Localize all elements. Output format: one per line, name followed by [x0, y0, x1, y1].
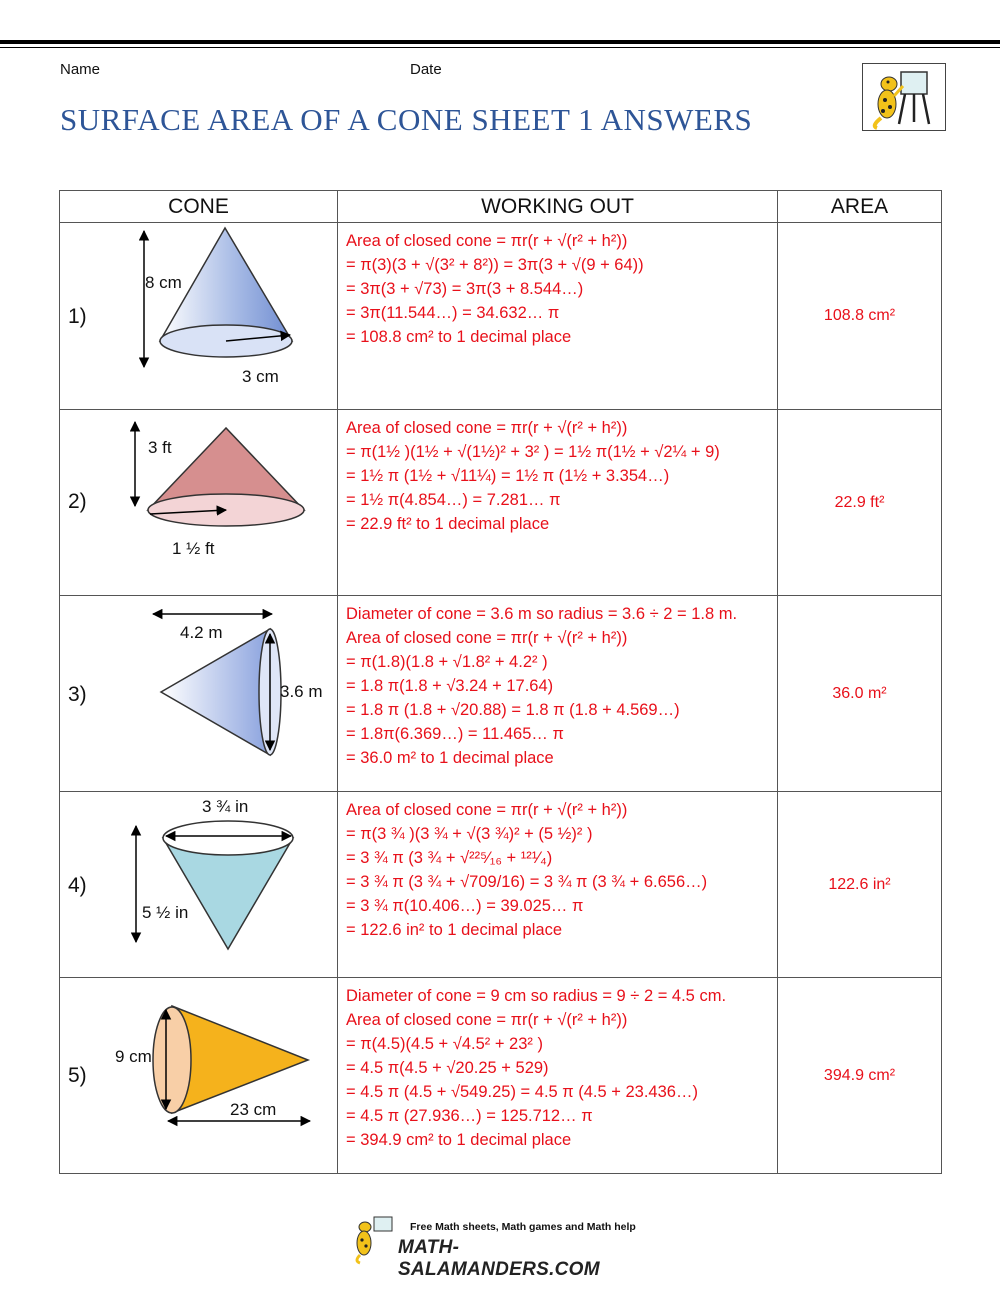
cone-cell — [60, 223, 338, 410]
top-rule-thin — [0, 47, 1000, 48]
working-cell — [338, 410, 778, 596]
col-header-working: WORKING OUT — [338, 191, 778, 223]
name-label: Name — [60, 61, 101, 78]
working-line: Area of closed cone = πr(r + √(r² + h²)) — [346, 232, 628, 250]
working-line: = 4.5 π (27.936…) = 125.712… π — [346, 1107, 593, 1125]
question-number: 1) — [68, 305, 87, 328]
slant-label: 4.2 m — [180, 623, 223, 642]
page-title: SURFACE AREA OF A CONE SHEET 1 ANSWERS — [60, 102, 753, 137]
area-answer: 394.9 cm² — [778, 978, 942, 1174]
working-line: = π(1.8)(1.8 + √1.8² + 4.2² ) — [346, 653, 548, 671]
working-line: Area of closed cone = πr(r + √(r² + h²)) — [346, 1011, 628, 1029]
date-label: Date — [410, 61, 442, 78]
question-number: 5) — [68, 1064, 87, 1087]
cone-cell — [60, 410, 338, 596]
working-line: = 1½ π (1½ + √11¼) = 1½ π (1½ + 3.354…) — [346, 467, 670, 485]
area-answer: 122.6 in² — [778, 792, 942, 978]
radius-label: 3 cm — [242, 367, 279, 386]
diameter-label: 9 cm — [115, 1047, 152, 1066]
working-line: = 3 ¾ π (3 ¾ + √²²⁵⁄₁₆ + ¹²¹⁄₄) — [346, 849, 553, 867]
cone-diagram — [60, 410, 338, 596]
footer-logo — [348, 1215, 648, 1280]
working-line: = π(3 ¾ )(3 ¾ + √(3 ¾)² + (5 ½)² ) — [346, 825, 593, 843]
radius-label: 1 ½ ft — [172, 539, 215, 558]
working-cell — [338, 792, 778, 978]
working-line: = 4.5 π(4.5 + √20.25 + 529) — [346, 1059, 549, 1077]
working-line: = 394.9 cm² to 1 decimal place — [346, 1131, 572, 1149]
working-line: = π(3)(3 + √(3² + 8²)) = 3π(3 + √(9 + 64)) — [346, 256, 644, 274]
working-line: Area of closed cone = πr(r + √(r² + h²)) — [346, 629, 628, 647]
table-row — [60, 410, 942, 596]
working-line: = 1.8 π (1.8 + √20.88) = 1.8 π (1.8 + 4.569…) — [346, 701, 680, 719]
slant-label: 23 cm — [230, 1100, 277, 1119]
working-cell — [338, 596, 778, 792]
table-row — [60, 978, 942, 1174]
area-answer: 108.8 cm² — [778, 223, 942, 410]
cone-diagram — [60, 223, 338, 410]
working-line: = 1½ π(4.854…) = 7.281… π — [346, 491, 561, 509]
working-line: = 108.8 cm² to 1 decimal place — [346, 328, 572, 346]
working-line: = π(4.5)(4.5 + √4.5² + 23² ) — [346, 1035, 543, 1053]
table-row — [60, 596, 942, 792]
working-line: = 3π(11.544…) = 34.632… π — [346, 304, 560, 322]
cone-diagram — [60, 978, 338, 1174]
working-line: = 122.6 in² to 1 decimal place — [346, 921, 563, 939]
area-answer: 36.0 m² — [778, 596, 942, 792]
diameter-label: 3.6 m — [280, 682, 323, 701]
working-line: Area of closed cone = πr(r + √(r² + h²)) — [346, 801, 628, 819]
diameter-label: 3 ¾ in — [202, 797, 249, 816]
area-answer: 22.9 ft² — [778, 410, 942, 596]
height-label: 5 ½ in — [142, 903, 189, 922]
salamander-icon — [863, 64, 947, 132]
question-number: 3) — [68, 683, 87, 706]
question-number: 2) — [68, 490, 87, 513]
header-row — [60, 191, 942, 223]
working-line: = 22.9 ft² to 1 decimal place — [346, 515, 550, 533]
working-line: = π(1½ )(1½ + √(1½)² + 3² ) = 1½ π(1½ + √2¼ + 9) — [346, 443, 720, 461]
cone-diagram — [60, 792, 338, 978]
working-line: = 1.8π(6.369…) = 11.465… π — [346, 725, 564, 743]
salamander-icon — [352, 1215, 398, 1265]
cone-cell — [60, 596, 338, 792]
answers-table — [59, 190, 942, 1174]
top-rule — [0, 40, 1000, 44]
working-line: Area of closed cone = πr(r + √(r² + h²)) — [346, 419, 628, 437]
height-label: 8 cm — [145, 273, 182, 292]
working-line: = 3 ¾ π (3 ¾ + √709/16) = 3 ¾ π (3 ¾ + 6.656…) — [346, 873, 708, 891]
working-line: = 3 ¾ π(10.406…) = 39.025… π — [346, 897, 584, 915]
working-line: = 4.5 π (4.5 + √549.25) = 4.5 π (4.5 + 23.436…) — [346, 1083, 698, 1101]
cone-cell — [60, 978, 338, 1174]
height-label: 3 ft — [148, 438, 172, 457]
footer-brand: MATH-SALAMANDERS.COM — [398, 1237, 600, 1280]
salamander-logo — [862, 63, 946, 131]
col-header-area: AREA — [778, 191, 942, 223]
question-number: 4) — [68, 874, 87, 897]
working-line: = 36.0 m² to 1 decimal place — [346, 749, 554, 767]
table-row — [60, 792, 942, 978]
working-cell — [338, 223, 778, 410]
cone-diagram — [60, 596, 338, 792]
table-row — [60, 223, 942, 410]
working-line: Diameter of cone = 3.6 m so radius = 3.6 ÷ 2 = 1.8 m. — [346, 605, 738, 623]
col-header-cone: CONE — [60, 191, 338, 223]
working-line: = 3π(3 + √73) = 3π(3 + 8.544…) — [346, 280, 584, 298]
working-line: Diameter of cone = 9 cm so radius = 9 ÷ 2 = 4.5 cm. — [346, 987, 727, 1005]
working-cell — [338, 978, 778, 1174]
working-line: = 1.8 π(1.8 + √3.24 + 17.64) — [346, 677, 554, 695]
cone-cell — [60, 792, 338, 978]
footer-tagline: Free Math sheets, Math games and Math help — [410, 1221, 636, 1233]
